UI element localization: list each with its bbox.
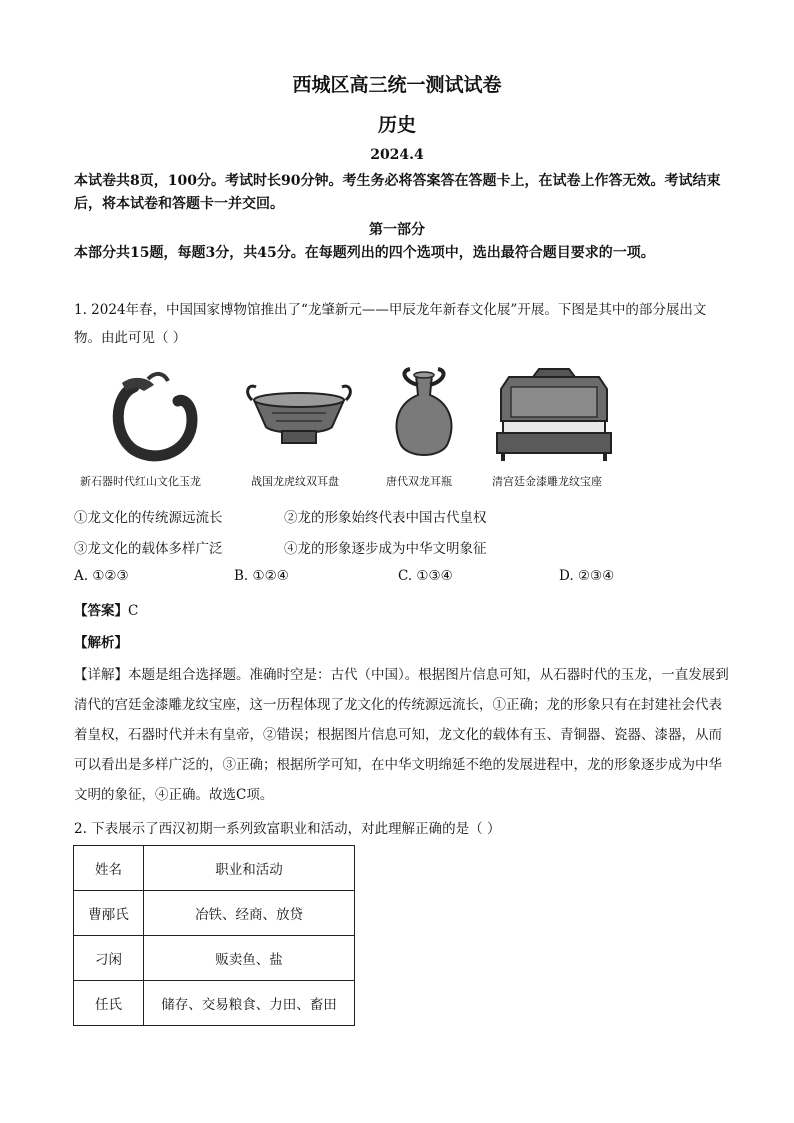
figure-caption: 新石器时代红山文化玉龙 <box>80 475 201 488</box>
throne-icon <box>489 365 619 465</box>
statement-4: ④龙的形象逐步成为中华文明象征 <box>284 541 487 557</box>
detail-explanation <box>74 660 729 810</box>
figure-throne <box>489 365 619 465</box>
exam-date: 2024.4 <box>370 147 424 163</box>
subject-title: 历史 <box>377 114 416 136</box>
bronze-plate-icon <box>244 365 354 465</box>
choice-a: A. ①②③ <box>74 568 129 584</box>
choice-b: B. ①②④ <box>234 568 289 584</box>
question-1-figures <box>74 365 634 495</box>
choice-c: C. ①③④ <box>398 568 453 584</box>
figure-caption: 唐代双龙耳瓶 <box>386 475 452 488</box>
table-cell: 刁闲 <box>74 936 144 981</box>
table-cell: 任氏 <box>74 981 144 1026</box>
statement-3: ③龙文化的载体多样广泛 <box>74 541 223 557</box>
analysis-label: 【解析】 <box>74 635 128 651</box>
jade-dragon-icon <box>104 365 204 465</box>
question-2-table <box>73 845 355 1026</box>
table-row <box>74 936 355 981</box>
analysis-line <box>74 631 128 651</box>
figure-caption: 战国龙虎纹双耳盘 <box>251 475 339 488</box>
dragon-vase-icon <box>384 365 464 465</box>
detail-text: 本题是组合选择题。准确时空是：古代（中国）。根据图片信息可知，从石器时代的玉龙，一直发展到清代的宫廷金漆雕龙纹宝座，这一历程体现了龙文化的传统源远流长，①正确；龙的形象只有在封建社会代表着皇权，石器时代并未有皇帝，②错误；根据图片信息可知，龙文化的载体有玉、青铜器、瓷器、漆器，从而可以看出是多样广泛的，③正确；根据所学可知，在中华文明绵延不绝的发展进程中，龙的形象逐步成为中华文明的象征，④正确。故选C项。 <box>74 667 729 803</box>
table-header-cell: 姓名 <box>74 846 144 891</box>
figure-bronze-plate <box>244 365 354 465</box>
statement-2: ②龙的形象始终代表中国古代皇权 <box>284 510 487 526</box>
exam-title: 西城区高三统一测试试卷 <box>292 74 502 96</box>
table-header-row <box>74 846 355 891</box>
exam-instructions: 本试卷共8页，100分。考试时长90分钟。考生务必将答案答在答题卡上，在试卷上作答无效。考试结束后，将本试卷和答题卡一并交回。 <box>74 173 721 212</box>
question-2-stem: 2. 下表展示了西汉初期一系列致富职业和活动，对此理解正确的是（ ） <box>74 821 501 837</box>
table-header-cell: 职业和活动 <box>144 846 355 891</box>
detail-label: 【详解】 <box>74 667 128 683</box>
part-instructions: 本部分共15题，每题3分，共45分。在每题列出的四个选项中，选出最符合题目要求的一项。 <box>74 245 655 261</box>
table-cell: 储存、交易粮食、力田、畜田 <box>144 981 355 1026</box>
table-cell: 冶铁、经商、放贷 <box>144 891 355 936</box>
answer-value: C <box>128 603 139 619</box>
figure-caption: 清宫廷金漆雕龙纹宝座 <box>492 475 602 488</box>
table-cell: 贩卖鱼、盐 <box>144 936 355 981</box>
table-row <box>74 891 355 936</box>
answer-label: 【答案】 <box>74 603 128 619</box>
table-cell: 曹邴氏 <box>74 891 144 936</box>
figure-dragon-vase <box>384 365 464 465</box>
choice-d: D. ②③④ <box>559 568 615 584</box>
figure-jade-dragon <box>104 365 204 465</box>
part-title: 第一部分 <box>369 222 425 238</box>
answer-line <box>74 599 138 619</box>
statement-1: ①龙文化的传统源远流长 <box>74 510 223 526</box>
question-1-stem: 1. 2024年春，中国国家博物馆推出了“龙肇新元——甲辰龙年新春文化展”开展。下图是其中的部分展出文物。由此可见（ ） <box>74 302 707 346</box>
table-row <box>74 981 355 1026</box>
